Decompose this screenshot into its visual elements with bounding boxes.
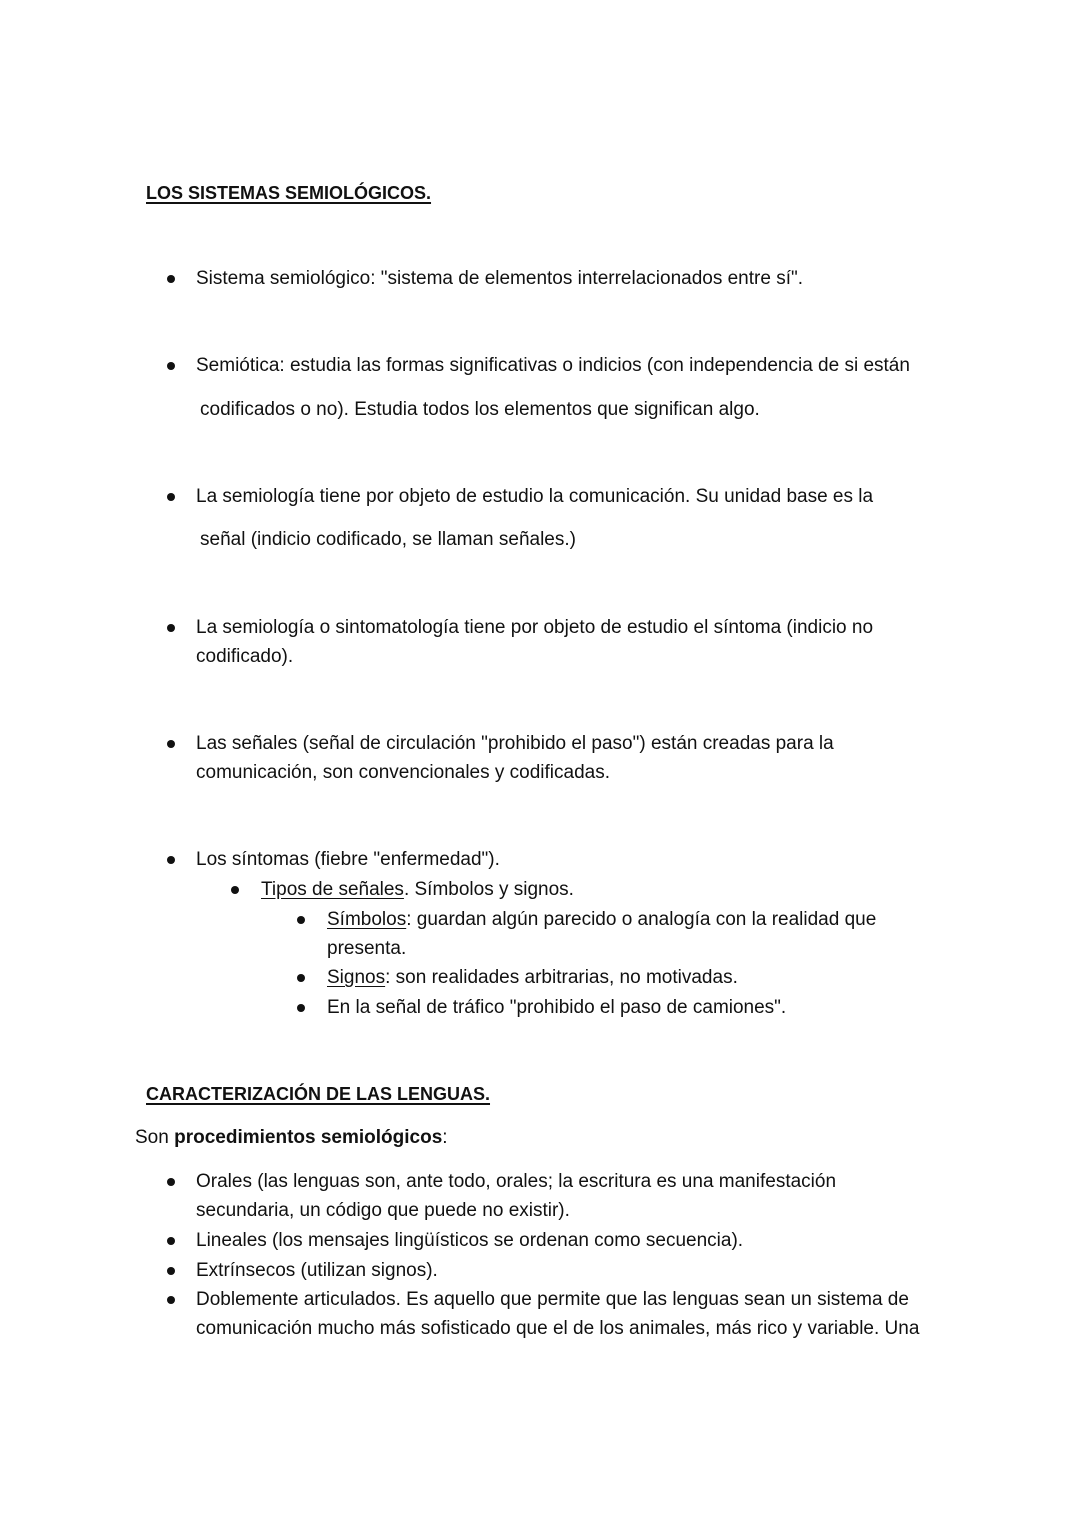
bullet-dot: [167, 1267, 175, 1275]
section-heading-lenguas: CARACTERIZACIÓN DE LAS LENGUAS.: [146, 1084, 491, 1104]
sub-sub-bullet-dot: [297, 916, 305, 924]
bullet-text: Sistema semiológico: "sistema de elementos interrelacionados entre sí".: [196, 268, 803, 289]
tipos-de-senales-term: Tipos de señales: [261, 879, 404, 900]
bullet-dot: [167, 740, 175, 748]
sub-sub-bullet-text: En la señal de tráfico "prohibido el paso de camiones".: [327, 997, 787, 1018]
simbolos-term: Símbolos: [327, 909, 407, 930]
bullet-dot: [167, 856, 175, 864]
bullet-dot: [167, 275, 175, 283]
bullet-text: La semiología o sintomatología tiene por objeto de estudio el síntoma (indicio no: [196, 617, 874, 638]
bullet-text: codificados o no). Estudia todos los elementos que significan algo.: [200, 399, 760, 420]
bullet-text: comunicación, son convencionales y codificadas.: [196, 762, 611, 783]
bullet-text: señal (indicio codificado, se llaman señales.): [200, 529, 576, 550]
bullet-dot: [167, 1296, 175, 1304]
bullet-text: Doblemente articulados. Es aquello que permite que las lenguas sean un sistema de: [196, 1289, 909, 1310]
sub-sub-bullet-text: Signos: son realidades arbitrarias, no motivadas.: [327, 967, 738, 988]
intro-bold: procedimientos semiológicos: [174, 1127, 443, 1148]
bullet-text: Extrínsecos (utilizan signos).: [196, 1260, 438, 1281]
signos-term: Signos: [327, 967, 386, 988]
bullet-text: Orales (las lenguas son, ante todo, orales; la escritura es una manifestación: [196, 1171, 837, 1192]
bullet-dot: [167, 1178, 175, 1186]
bullet-text: Semiótica: estudia las formas significativas o indicios (con independencia de si están: [196, 355, 910, 376]
sub-bullet-dot: [231, 886, 239, 894]
bullet-text: La semiología tiene por objeto de estudio la comunicación. Su unidad base es la: [196, 486, 874, 507]
bullet-text: comunicación mucho más sofisticado que el de los animales, más rico y variable. Una: [196, 1318, 920, 1339]
sub-sub-bullet-dot: [297, 974, 305, 982]
sub-sub-bullet-dot: [297, 1004, 305, 1012]
bullet-text: secundaria, un código que puede no existir).: [196, 1200, 570, 1221]
sub-bullet-text: Tipos de señales. Símbolos y signos.: [261, 879, 574, 900]
bullet-dot: [167, 624, 175, 632]
sub-sub-bullet-text: presenta.: [327, 938, 407, 959]
bullet-text: Lineales (los mensajes lingüísticos se ordenan como secuencia).: [196, 1230, 744, 1251]
bullet-dot: [167, 1237, 175, 1245]
sub-sub-bullet-text: Símbolos: guardan algún parecido o analogía con la realidad que: [327, 909, 877, 930]
bullet-text: codificado).: [196, 646, 294, 667]
section-heading-sistemas: LOS SISTEMAS SEMIOLÓGICOS.: [146, 183, 432, 203]
bullet-text: Los síntomas (fiebre "enfermedad").: [196, 849, 500, 870]
bullet-dot: [167, 362, 175, 370]
bullet-dot: [167, 493, 175, 501]
intro-text: Son procedimientos semiológicos:: [135, 1127, 448, 1148]
bullet-text: Las señales (señal de circulación "prohibido el paso") están creadas para la: [196, 733, 834, 754]
